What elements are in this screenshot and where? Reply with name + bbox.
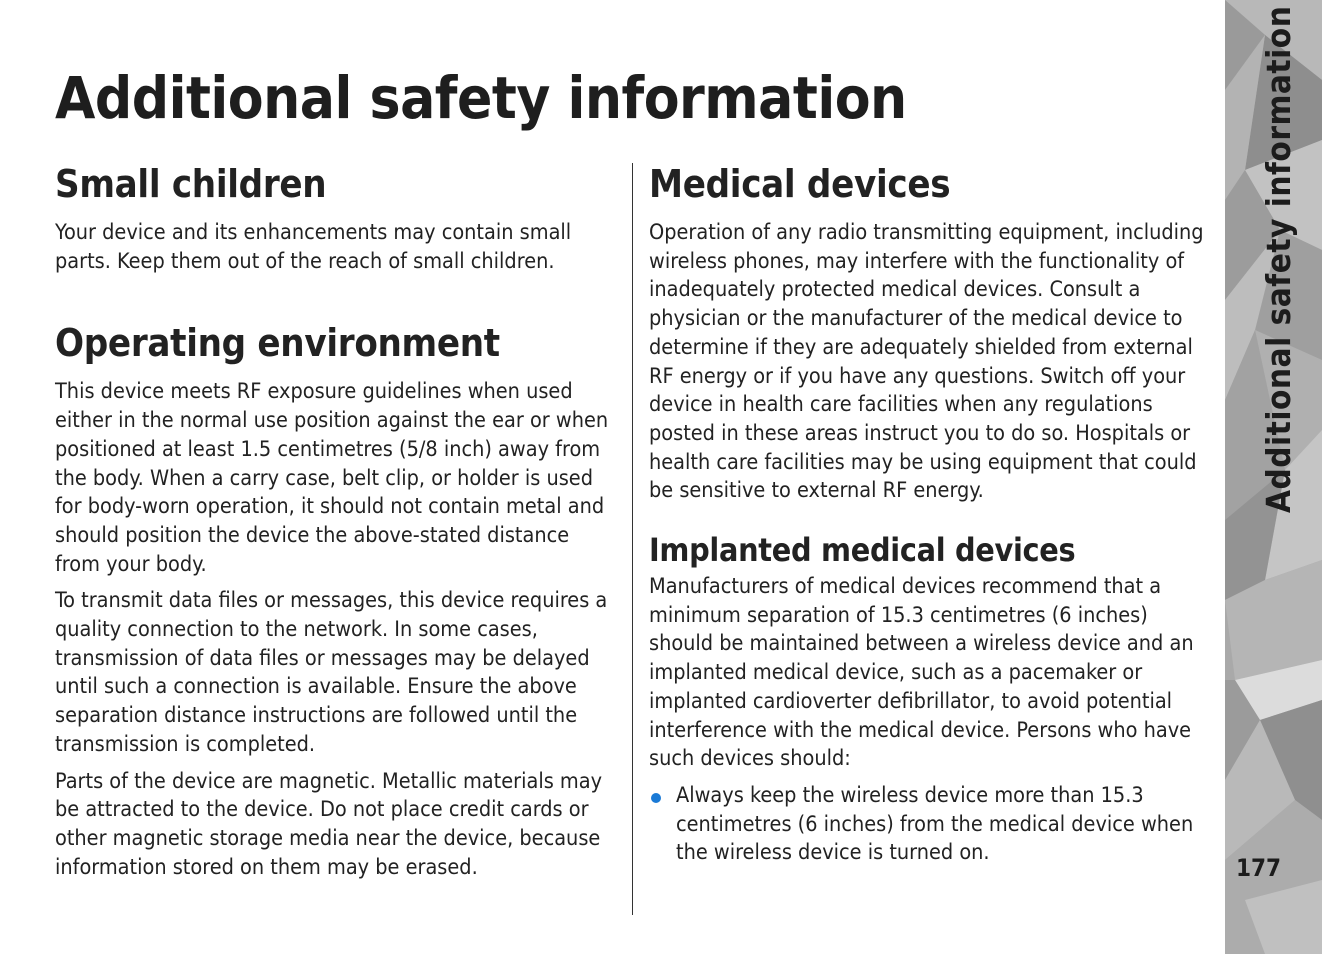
- left-column: [55, 158, 620, 882]
- operating-environment-paragraph-2: To transmit data files or messages, this device requires a quality connection to the network. In some cases, transmission of data files or messages may be delayed until such a connection is available. Ensure the above separation distance instructions are followed until the transmission is completed.: [55, 588, 608, 757]
- bullet-text: Always keep the wireless device more than 15.3 centimetres (6 inches) from the medical device when the wireless device is turned on.: [676, 782, 1194, 866]
- medical-devices-paragraph: Operation of any radio transmitting equipment, including wireless phones, may interfere with the functionality of inadequately protected medical devices. Consult a physician or the manufacturer of the medical device to determine if they are adequately shielded from external RF energy or if you have any questions. Switch off your device in health care facilities when any regulations posted in these areas instruct you to do so. Hospitals or health care facilities may be using equipment that could be sensitive to external RF energy.: [649, 220, 1204, 504]
- bullet-icon: [651, 793, 661, 803]
- small-children-paragraph: Your device and its enhancements may contain small parts. Keep them out of the reach of small children.: [55, 220, 572, 274]
- implanted-devices-bullet-list: [649, 782, 1214, 868]
- page-title: Additional safety information: [55, 64, 907, 132]
- right-column: [649, 158, 1214, 868]
- implanted-medical-devices-paragraph: Manufacturers of medical devices recommend that a minimum separation of 15.3 centimetres (6 inches) should be maintained between a wireless device and an implanted medical device, such as a pacemaker or implanted cardioverter defibrillator, to avoid potential interference with the medical device. Persons who have such devices should:: [649, 574, 1194, 772]
- section-heading-implanted-medical-devices: Implanted medical devices: [649, 531, 1076, 570]
- operating-environment-paragraph-3: Parts of the device are magnetic. Metallic materials may be attracted to the device. Do not place credit cards or other magnetic storage media near the device, because information stored on them may be erased.: [55, 768, 603, 880]
- list-item: [649, 782, 1214, 868]
- column-divider: [632, 163, 633, 915]
- section-implanted-medical-devices: [649, 528, 1214, 868]
- section-heading-medical-devices: Medical devices: [649, 162, 951, 206]
- section-operating-environment: [55, 317, 620, 882]
- operating-environment-paragraph-1: This device meets RF exposure guidelines when used either in the normal use position against the ear or when positioned at least 1.5 centimetres (5/8 inch) away from the body. When a carry case, belt clip, or holder is used for body-worn operation, it should not contain metal and should position the device the above-stated distance from your body.: [55, 379, 609, 577]
- section-heading-small-children: Small children: [55, 162, 327, 206]
- sidebar-title-text: Additional safety information: [1259, 5, 1298, 513]
- section-small-children: [55, 158, 620, 276]
- section-heading-operating-environment: Operating environment: [55, 321, 500, 366]
- page-number: 177: [1236, 854, 1282, 882]
- section-medical-devices: [649, 158, 1214, 506]
